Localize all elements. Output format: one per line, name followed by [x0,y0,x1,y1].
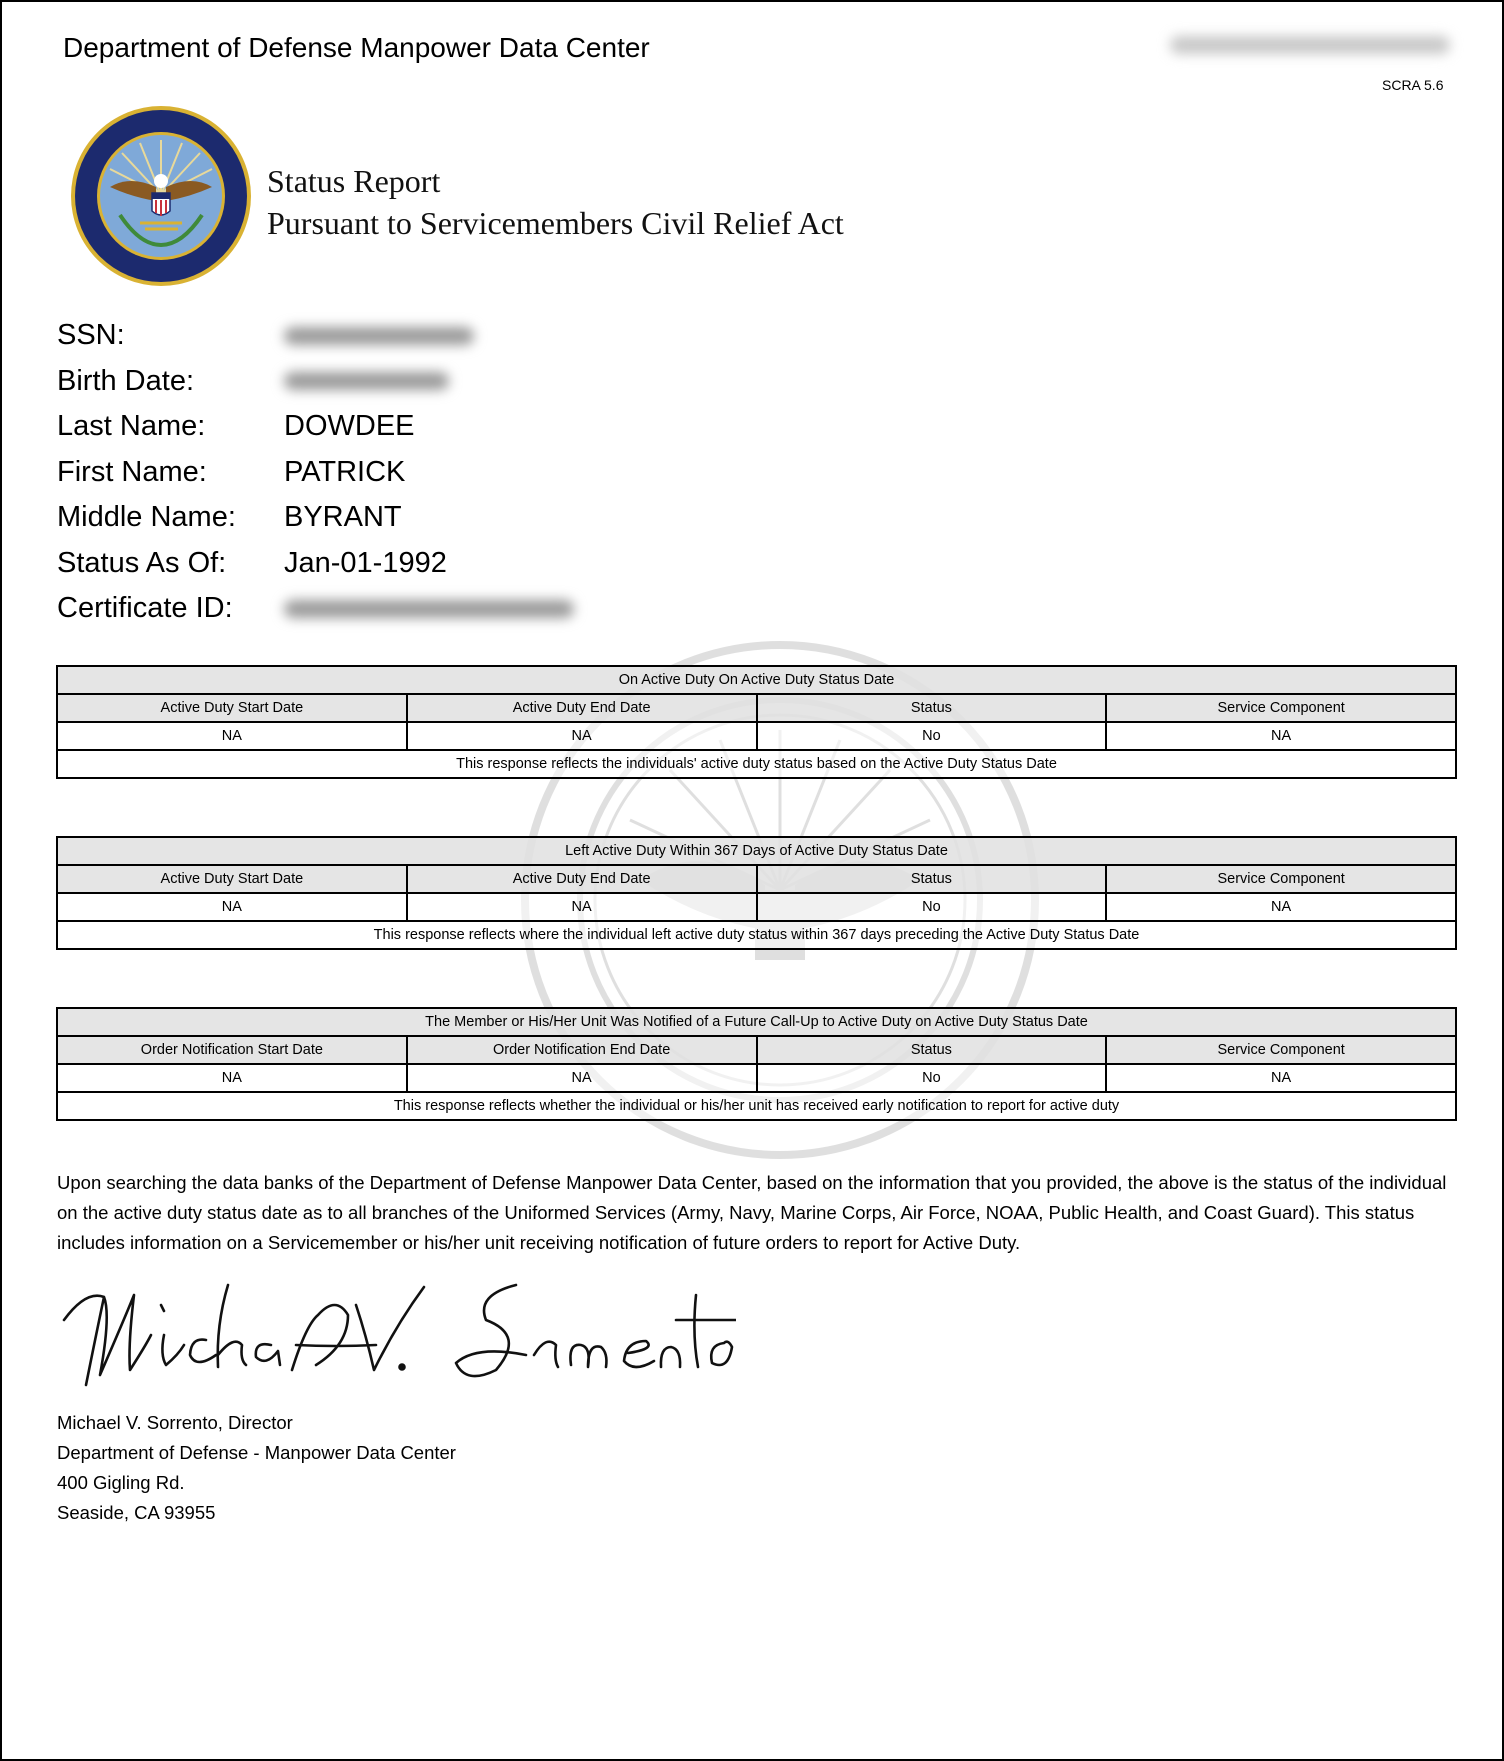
address-line1: 400 Gigling Rd. [57,1472,185,1493]
version-label: SCRA 5.6 [1382,77,1444,93]
redacted-birth-date [284,372,449,390]
redacted-ssn [284,327,474,345]
field-first-name [57,450,574,496]
column-header: Active Duty Start Date [57,865,407,893]
field-value: BYRANT [284,501,402,534]
field-value: PATRICK [284,455,406,488]
column-header: Status [757,694,1107,722]
field-last-name [57,404,574,450]
status-table-left-active-duty [56,836,1457,950]
column-header: Active Duty End Date [407,694,757,722]
table-cell: NA [1106,1064,1456,1092]
field-ssn [57,313,574,359]
organization-header: Department of Defense Manpower Data Center [63,32,650,63]
statement-paragraph: Upon searching the data banks of the Department of Defense Manpower Data Center, based on the information that you provided, the above is the status of the individual on the active duty status date as to all branches of the Uniformed Services (Army, Navy, Marine Corps, Air Force, NOAA, Public Health, and Coast Guard). This status includes information on a Servicemember or his/her unit receiving notification of future orders to report for Active Duty. [57,1172,1447,1253]
table-note: This response reflects the individuals' active duty status based on the Active Duty Status Date [57,750,1456,778]
table-title: The Member or His/Her Unit Was Notified of a Future Call-Up to Active Duty on Active Duty Status Date [57,1008,1456,1036]
column-header: Service Component [1106,1036,1456,1064]
field-label: SSN: [57,319,125,352]
field-birth-date [57,359,574,405]
table-cell: No [757,722,1107,750]
report-title-line1: Status Report [267,163,441,199]
table-cell: NA [1106,722,1456,750]
dod-seal-icon [70,105,252,287]
redacted-certificate-id [284,600,574,618]
table-cell: NA [57,1064,407,1092]
table-cell: NA [407,722,757,750]
column-header: Status [757,865,1107,893]
table-cell: NA [57,722,407,750]
field-value: Jan-01-1992 [284,546,447,579]
field-status-as-of [57,541,574,587]
field-label: Last Name: [57,410,206,443]
table-cell: No [757,1064,1107,1092]
column-header: Status [757,1036,1107,1064]
signatory-name: Michael V. Sorrento, Director [57,1412,293,1433]
table-cell: NA [57,893,407,921]
address-line2: Seaside, CA 93955 [57,1502,216,1523]
table-note: This response reflects where the individual left active duty status within 367 days preceding the Active Duty Status Date [57,921,1456,949]
field-label: Certificate ID: [57,592,233,625]
table-cell: No [757,893,1107,921]
table-cell: NA [407,893,757,921]
redacted-reference [1170,36,1450,54]
table-note: This response reflects whether the individual or his/her unit has received early notification to report for active duty [57,1092,1456,1120]
column-header: Service Component [1106,694,1456,722]
column-header: Order Notification End Date [407,1036,757,1064]
field-label: Middle Name: [57,501,236,534]
column-header: Active Duty End Date [407,865,757,893]
report-title-line2: Pursuant to Servicemembers Civil Relief Act [267,205,844,241]
field-label: Status As Of: [57,546,227,579]
column-header: Order Notification Start Date [57,1036,407,1064]
table-title: Left Active Duty Within 367 Days of Active Duty Status Date [57,837,1456,865]
column-header: Service Component [1106,865,1456,893]
field-label: First Name: [57,455,207,488]
table-cell: NA [407,1064,757,1092]
status-table-future-call-up [56,1007,1457,1121]
field-middle-name [57,495,574,541]
table-title: On Active Duty On Active Duty Status Date [57,666,1456,694]
signature-image [56,1275,736,1400]
member-fields [57,313,574,632]
signature-block [57,1408,456,1528]
field-value: DOWDEE [284,410,415,443]
table-cell: NA [1106,893,1456,921]
report-title [267,160,844,244]
signatory-organization: Department of Defense - Manpower Data Center [57,1442,456,1463]
field-certificate-id [57,586,574,632]
field-label: Birth Date: [57,364,194,397]
status-table-active-duty [56,665,1457,779]
column-header: Active Duty Start Date [57,694,407,722]
